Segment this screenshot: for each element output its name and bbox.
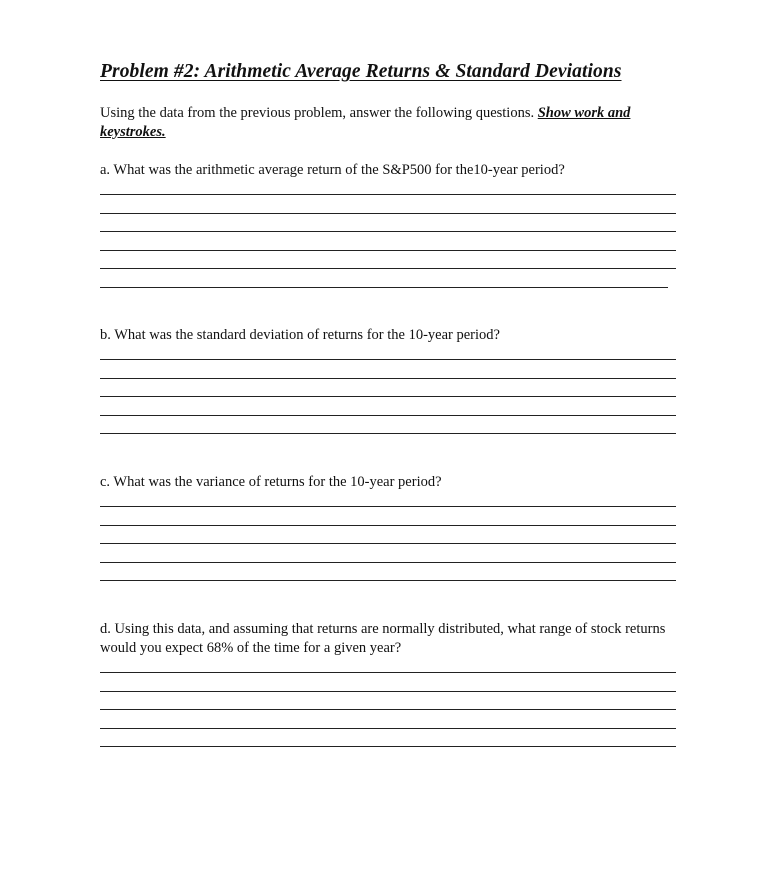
answer-line-a[interactable] xyxy=(100,231,676,232)
answer-line-c[interactable] xyxy=(100,562,676,563)
question-c: c. What was the variance of returns for the 10-year period? xyxy=(100,474,442,490)
instructions xyxy=(100,104,680,142)
answer-line-b[interactable] xyxy=(100,433,676,434)
answer-line-b[interactable] xyxy=(100,415,676,416)
answer-line-d[interactable] xyxy=(100,672,676,673)
answer-line-d[interactable] xyxy=(100,746,676,747)
answer-line-b[interactable] xyxy=(100,396,676,397)
answer-line-d[interactable] xyxy=(100,691,676,692)
answer-line-a[interactable] xyxy=(100,268,676,269)
instructions-emphasis: Show work and keystrokes. xyxy=(100,105,631,140)
page-title: Problem #2: Arithmetic Average Returns & Standard Deviations xyxy=(100,61,622,82)
instructions-text: Using the data from the previous problem, answer the following questions. xyxy=(100,105,538,121)
answer-line-d[interactable] xyxy=(100,728,676,729)
answer-line-a[interactable] xyxy=(100,287,668,288)
answer-line-a[interactable] xyxy=(100,250,676,251)
answer-line-c[interactable] xyxy=(100,525,676,526)
answer-line-d[interactable] xyxy=(100,709,676,710)
answer-line-c[interactable] xyxy=(100,506,676,507)
answer-line-c[interactable] xyxy=(100,543,676,544)
answer-line-b[interactable] xyxy=(100,378,676,379)
question-d: d. Using this data, and assuming that returns are normally distributed, what range of stock returns would you expect 68% of the time for a given year? xyxy=(100,621,666,656)
answer-line-c[interactable] xyxy=(100,580,676,581)
question-b: b. What was the standard deviation of returns for the 10-year period? xyxy=(100,327,500,343)
question-a: a. What was the arithmetic average return of the S&P500 for the10-year period? xyxy=(100,162,565,178)
answer-line-b[interactable] xyxy=(100,359,676,360)
answer-line-a[interactable] xyxy=(100,194,676,195)
answer-line-a[interactable] xyxy=(100,213,676,214)
